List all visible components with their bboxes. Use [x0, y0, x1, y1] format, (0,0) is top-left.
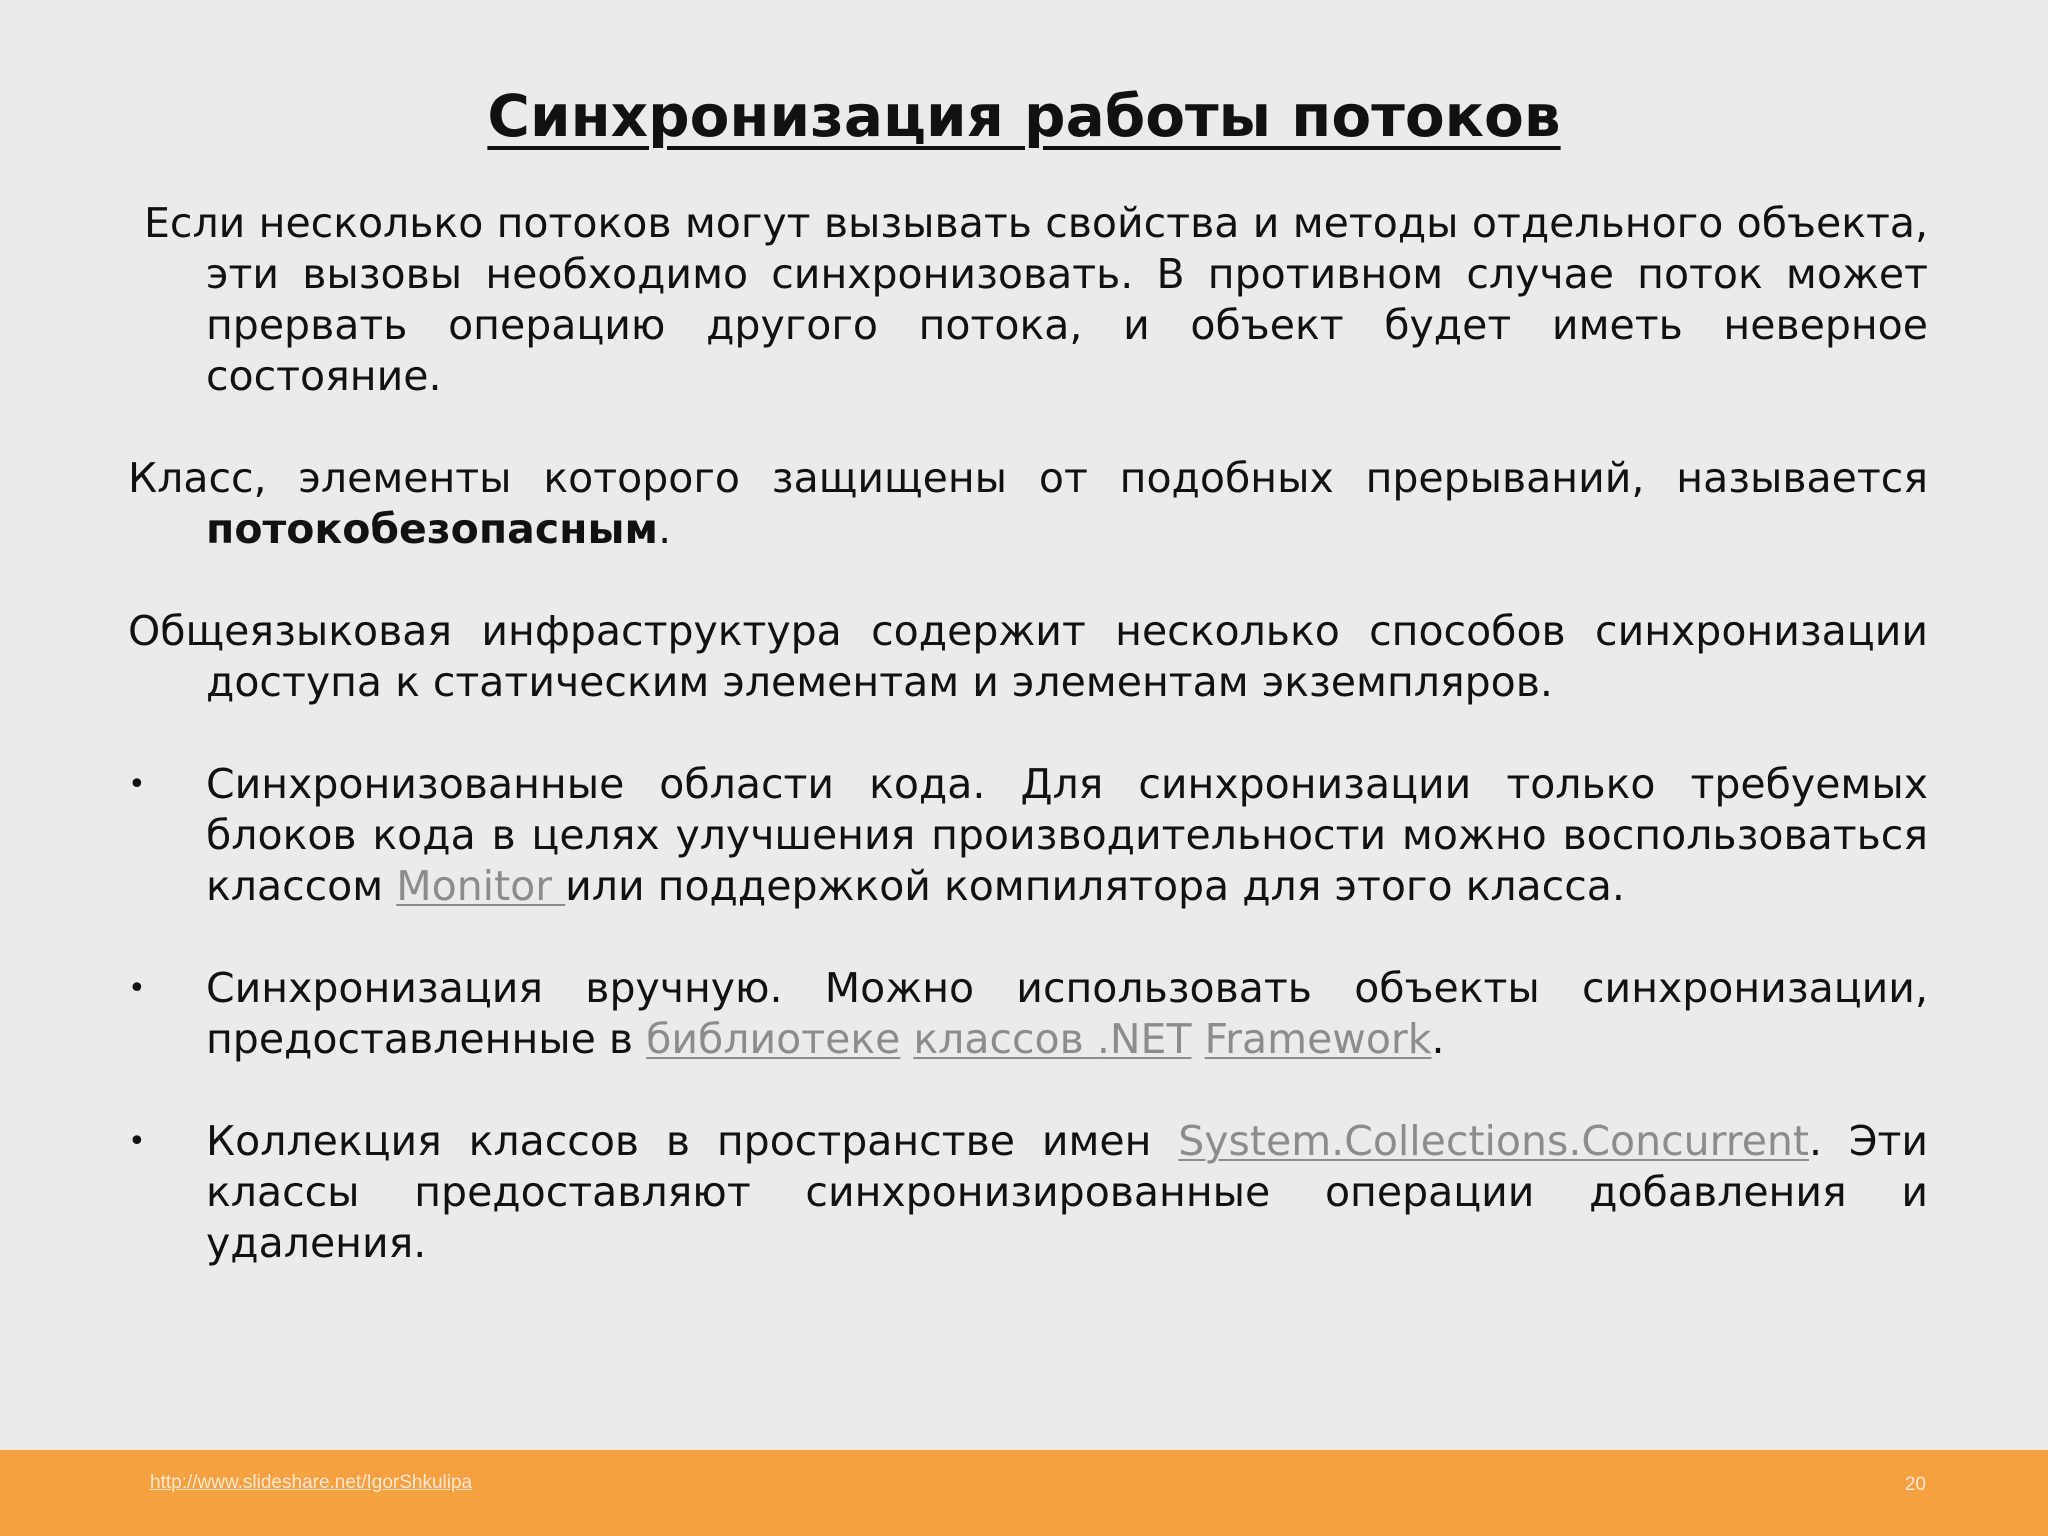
- bullet-item-sync-regions: [128, 759, 1928, 912]
- paragraph-intro: [128, 198, 1928, 402]
- slide-content: [128, 198, 1928, 1269]
- classes-link[interactable]: классов: [913, 1015, 1097, 1063]
- bullet-item-manual-sync: [128, 963, 1928, 1065]
- framework-link[interactable]: Framework: [1204, 1015, 1432, 1063]
- bullet-text: Синхронизация вручную. Можно использовать объекты синхронизации, предоставленные в: [206, 964, 1928, 1063]
- paragraph-thread-safe-text: Класс, элементы которого защищены от подобных прерываний, называется: [128, 454, 1928, 502]
- bullet-marker: •: [128, 767, 146, 802]
- bullet-text: .: [1431, 1015, 1445, 1063]
- bullet-text: Коллекция классов в пространстве имен: [206, 1117, 1179, 1165]
- footer-bar: [0, 1450, 2048, 1536]
- paragraph-intro-text: Если несколько потоков могут вызывать свойства и методы отдельного объекта, эти вызовы необходимо синхронизовать. В противном случае поток может прервать операцию другого потока, и объект будет иметь неверное состояние.: [144, 199, 1928, 400]
- bullet-text: . Эти классы предоставляют синхронизированные операции добавления и удаления.: [206, 1117, 1929, 1267]
- footer-url-link[interactable]: http://www.slideshare.net/IgorShkulipa: [150, 1472, 473, 1493]
- monitor-link[interactable]: Monitor: [396, 862, 566, 910]
- bullet-text: Синхронизованные области кода. Для синхронизации только требуемых блоков кода в целях улучшения производительности можно воспользоваться классом: [206, 760, 1928, 910]
- paragraph-thread-safe-end: .: [658, 505, 672, 553]
- bullet-item-concurrent-collections: [128, 1116, 1928, 1269]
- term-thread-safe: потокобезопасным: [206, 505, 659, 553]
- bullet-text: или поддержкой компилятора для этого класса.: [565, 862, 1625, 910]
- library-link[interactable]: библиотеке: [646, 1015, 901, 1063]
- paragraph-thread-safe: [128, 453, 1928, 555]
- bullet-marker: •: [128, 971, 146, 1006]
- paragraph-clr-sync-text: Общеязыковая инфраструктура содержит несколько способов синхронизации доступа к статическим элементам и элементам экземпляров.: [128, 607, 1928, 706]
- dotnet-link[interactable]: .NET: [1096, 1015, 1192, 1063]
- concurrent-namespace-link[interactable]: System.Collections.Concurrent: [1178, 1117, 1809, 1165]
- bullet-marker: •: [128, 1124, 146, 1159]
- slide-title: Синхронизация работы потоков: [487, 82, 1561, 150]
- paragraph-clr-sync: [128, 606, 1928, 708]
- page-number: 20: [1904, 1474, 1926, 1495]
